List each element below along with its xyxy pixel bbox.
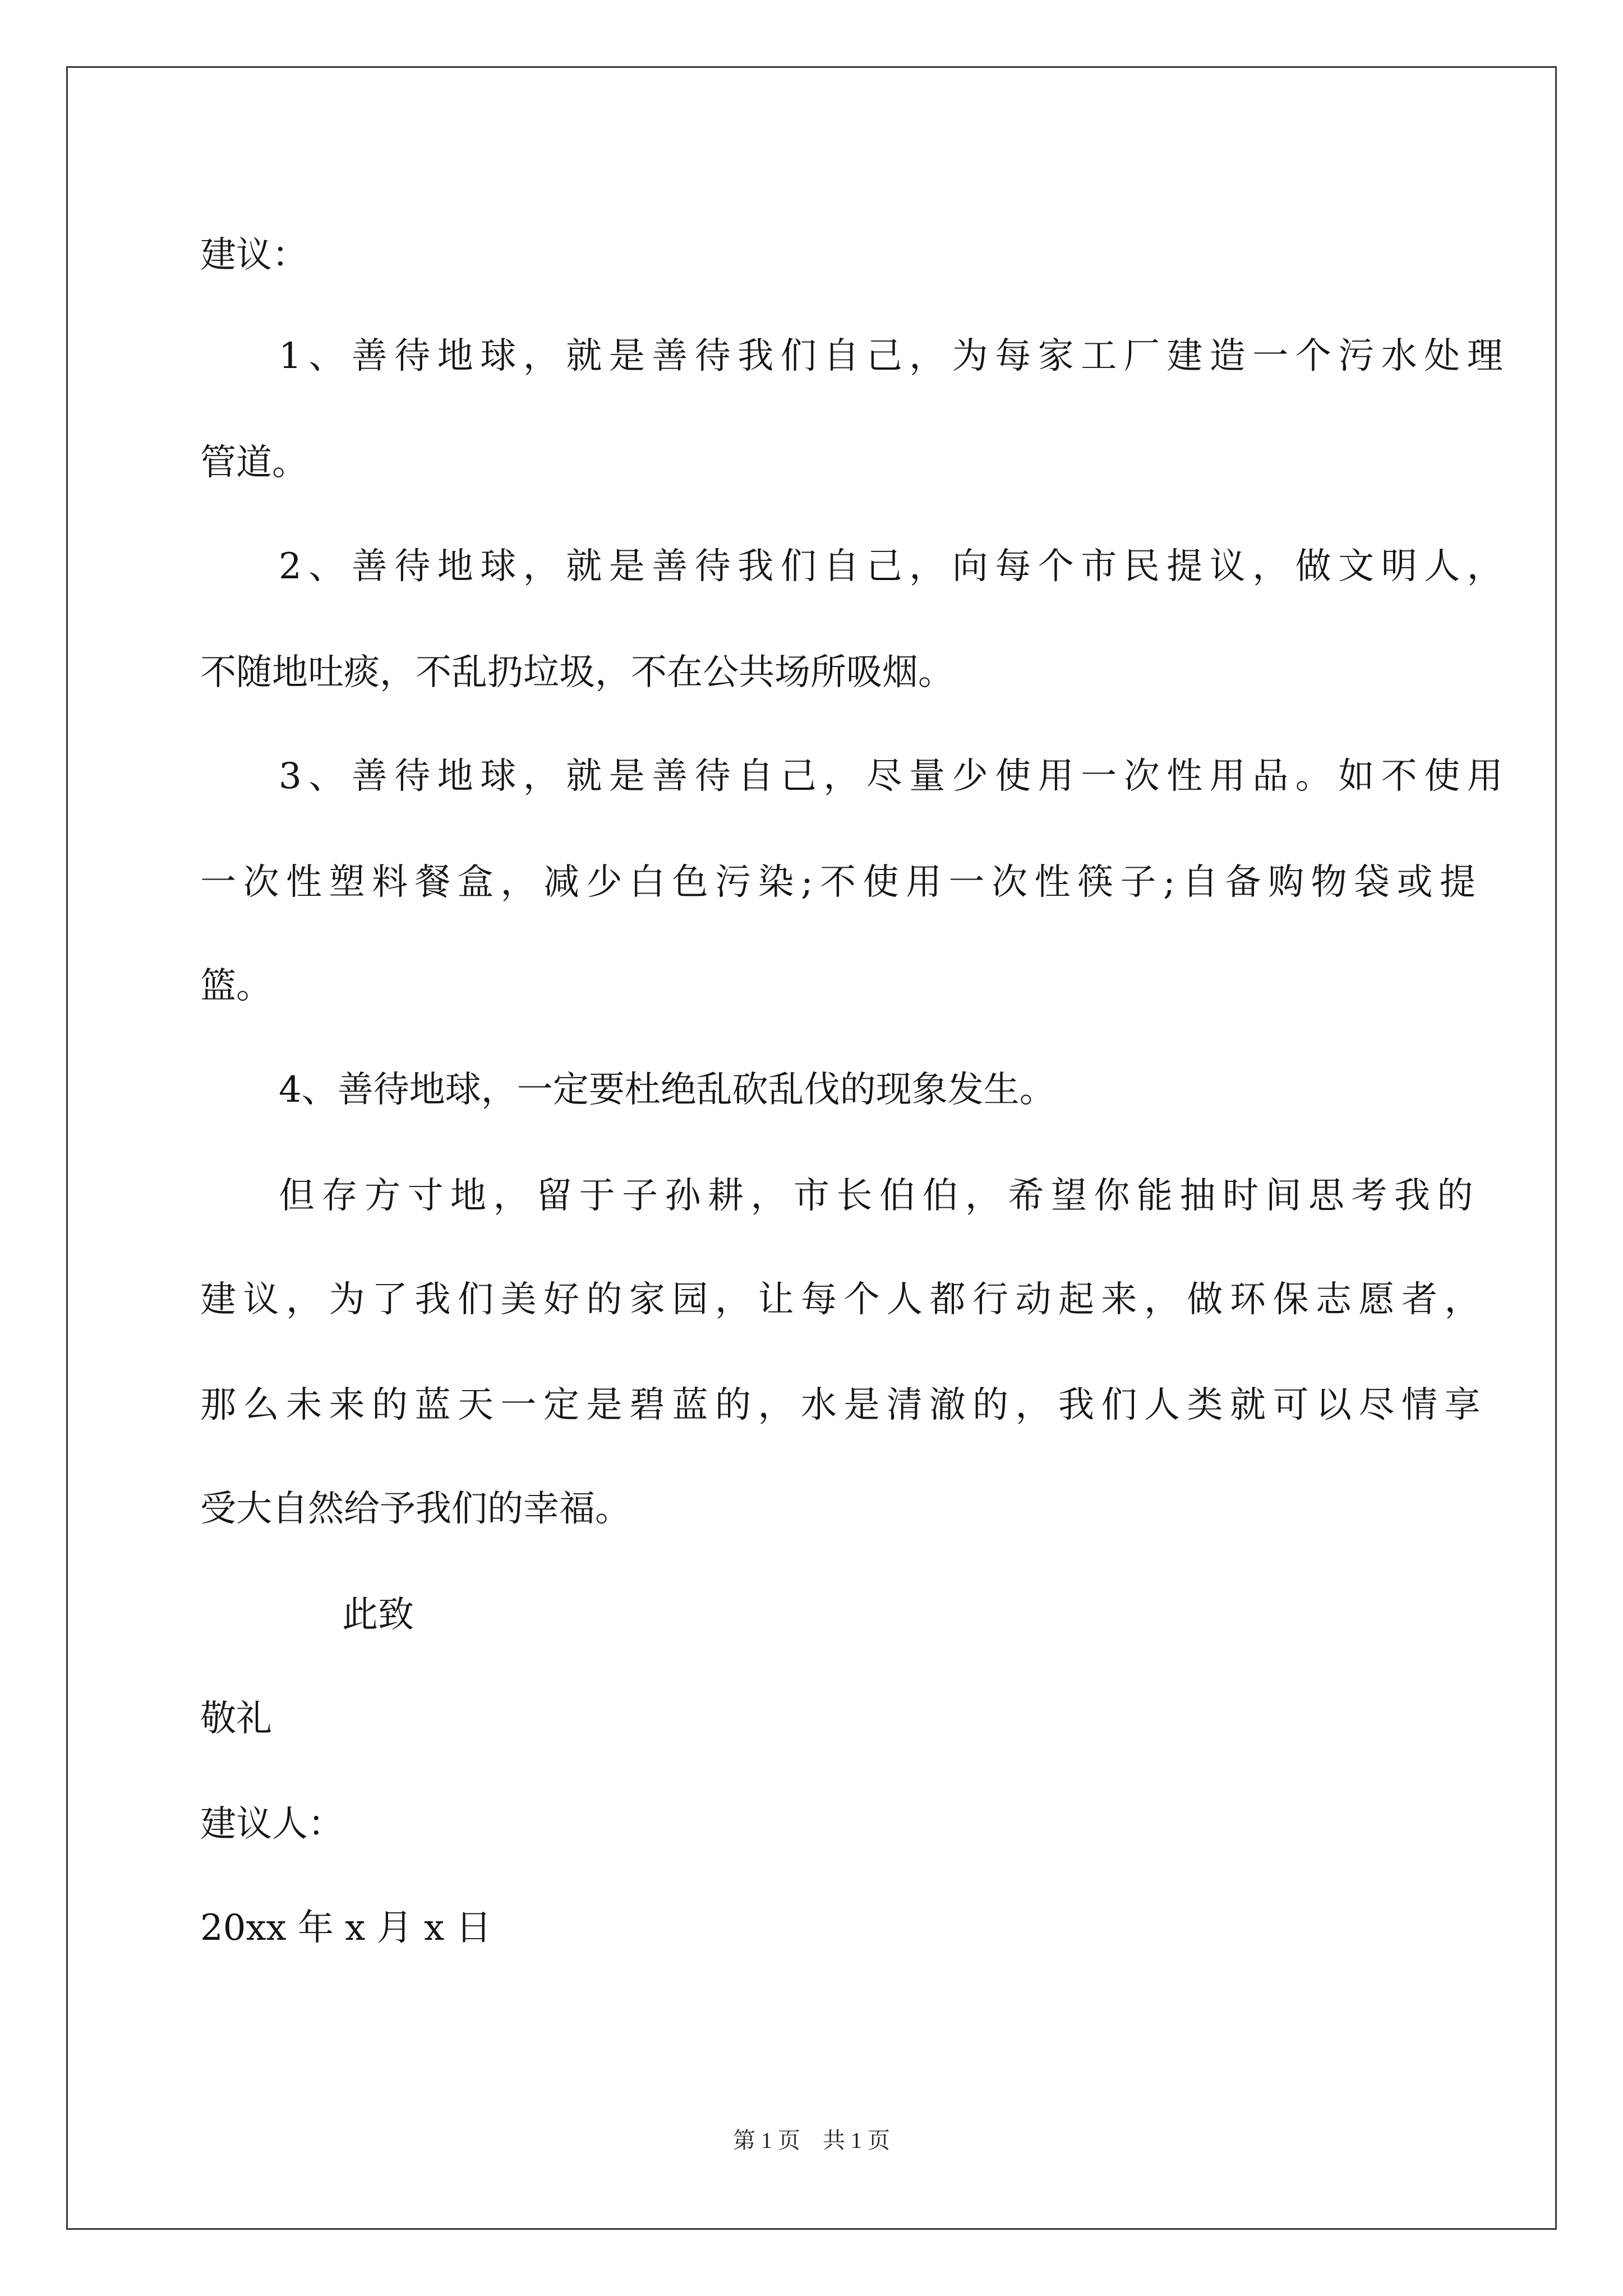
- suggestion-1-line-1: 1、善待地球，就是善待我们自己，为每家工厂建造一个污水处理: [279, 335, 1510, 377]
- suggestion-2-line-2: 不随地吐痰，不乱扔垃圾，不在公共场所吸烟。: [200, 652, 954, 693]
- signer-label: 建议人：: [200, 1803, 344, 1845]
- closing-paragraph-line-1: 但存方寸地，留于子孙耕，市长伯伯，希望你能抽时间思考我的: [279, 1175, 1480, 1217]
- closing-paragraph-line-4: 受大自然给予我们的幸福。: [200, 1488, 631, 1530]
- closing-paragraph-line-2: 建议，为了我们美好的家园，让每个人都行动起来，做环保志愿者，: [200, 1279, 1487, 1320]
- suggestion-1-line-2: 管道。: [200, 442, 308, 484]
- regards: 敬礼: [200, 1698, 272, 1740]
- date: 20xx 年 x 月 x 日: [200, 1907, 492, 1949]
- suggestion-3-line-1: 3、善待地球，就是善待自己，尽量少使用一次性用品。如不使用: [279, 756, 1510, 797]
- suggestion-3-line-2: 一次性塑料餐盒，减少白色污染;不使用一次性筷子;自备购物袋或提: [200, 862, 1483, 903]
- page-border: [66, 66, 1557, 2230]
- page-footer: 第 1 页 共 1 页: [733, 2128, 890, 2153]
- suggestion-4-line-1: 4、善待地球，一定要杜绝乱砍乱伐的现象发生。: [279, 1069, 1055, 1111]
- suggestion-2-line-1: 2、善待地球，就是善待我们自己，向每个市民提议，做文明人，: [279, 546, 1510, 587]
- letter-heading: 建议：: [200, 234, 308, 276]
- salutation: 此致: [342, 1594, 414, 1636]
- closing-paragraph-line-3: 那么未来的蓝天一定是碧蓝的，水是清澈的，我们人类就可以尽情享: [200, 1384, 1487, 1426]
- suggestion-3-line-3: 篮。: [200, 965, 272, 1007]
